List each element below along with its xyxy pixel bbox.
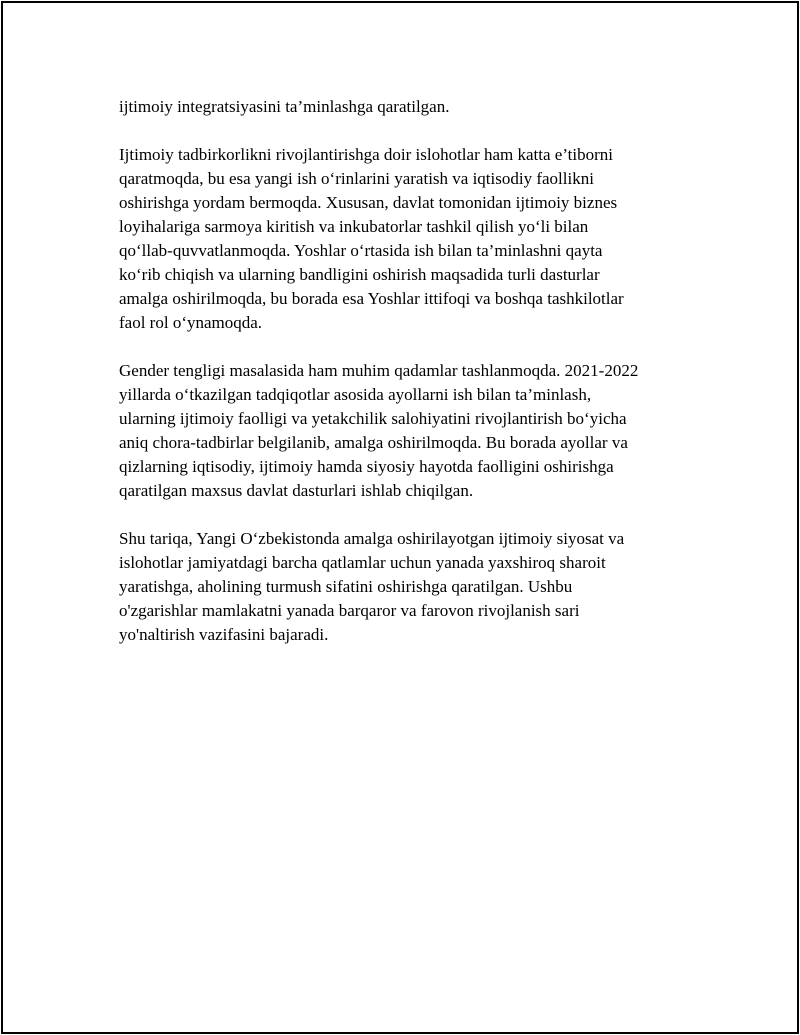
text-line: qaratmoqda, bu esa yangi ish o‘rinlarini yaratish va iqtisodiy faollikni bbox=[119, 169, 594, 188]
text-line: faol rol o‘ynamoqda. bbox=[119, 313, 263, 332]
text-line: amalga oshirilmoqda, bu borada esa Yoshlar ittifoqi va boshqa tashkilotlar bbox=[119, 289, 624, 308]
text-line: loyihalariga sarmoya kiritish va inkubatorlar tashkil qilish yo‘li bilan bbox=[119, 217, 589, 236]
page-frame bbox=[1, 1, 799, 1034]
text-line: yo'naltirish vazifasini bajaradi. bbox=[119, 625, 329, 644]
text-line: ko‘rib chiqish va ularning bandligini oshirish maqsadida turli dasturlar bbox=[119, 265, 600, 284]
text-line: qo‘llab-quvvatlanmoqda. Yoshlar o‘rtasida ish bilan ta’minlashni qayta bbox=[119, 241, 603, 260]
text-line: yillarda o‘tkazilgan tadqiqotlar asosida ayollarni ish bilan ta’minlash, bbox=[119, 385, 592, 404]
text-line: ularning ijtimoiy faolligi va yetakchilik salohiyatini rivojlantirish bo‘yicha bbox=[119, 409, 627, 428]
paragraph-1 bbox=[119, 95, 699, 119]
text-line: yaratishga, aholining turmush sifatini oshirishga qaratilgan. Ushbu bbox=[119, 577, 573, 596]
text-line: Gender tengligi masalasida ham muhim qadamlar tashlanmoqda. 2021-2022 bbox=[119, 361, 639, 380]
text-line: aniq chora-tadbirlar belgilanib, amalga oshirilmoqda. Bu borada ayollar va bbox=[119, 433, 628, 452]
text-line: qaratilgan maxsus davlat dasturlari ishlab chiqilgan. bbox=[119, 481, 474, 500]
text-line: Shu tariqa, Yangi O‘zbekistonda amalga oshirilayotgan ijtimoiy siyosat va bbox=[119, 529, 625, 548]
paragraph-3 bbox=[119, 359, 699, 503]
text-line: qizlarning iqtisodiy, ijtimoiy hamda siyosiy hayotda faolligini oshirishga bbox=[119, 457, 614, 476]
text-line: islohotlar jamiyatdagi barcha qatlamlar uchun yanada yaxshiroq sharoit bbox=[119, 553, 606, 572]
text-line: Ijtimoiy tadbirkorlikni rivojlantirishga doir islohotlar ham katta e’tiborni bbox=[119, 145, 614, 164]
paragraph-2 bbox=[119, 143, 699, 335]
text-line: ijtimoiy integratsiyasini ta’minlashga qaratilgan. bbox=[119, 97, 450, 116]
text-line: oshirishga yordam bermoqda. Xususan, davlat tomonidan ijtimoiy biznes bbox=[119, 193, 618, 212]
text-line: o'zgarishlar mamlakatni yanada barqaror va farovon rivojlanish sari bbox=[119, 601, 580, 620]
document-body bbox=[119, 95, 699, 671]
paragraph-4 bbox=[119, 527, 699, 647]
